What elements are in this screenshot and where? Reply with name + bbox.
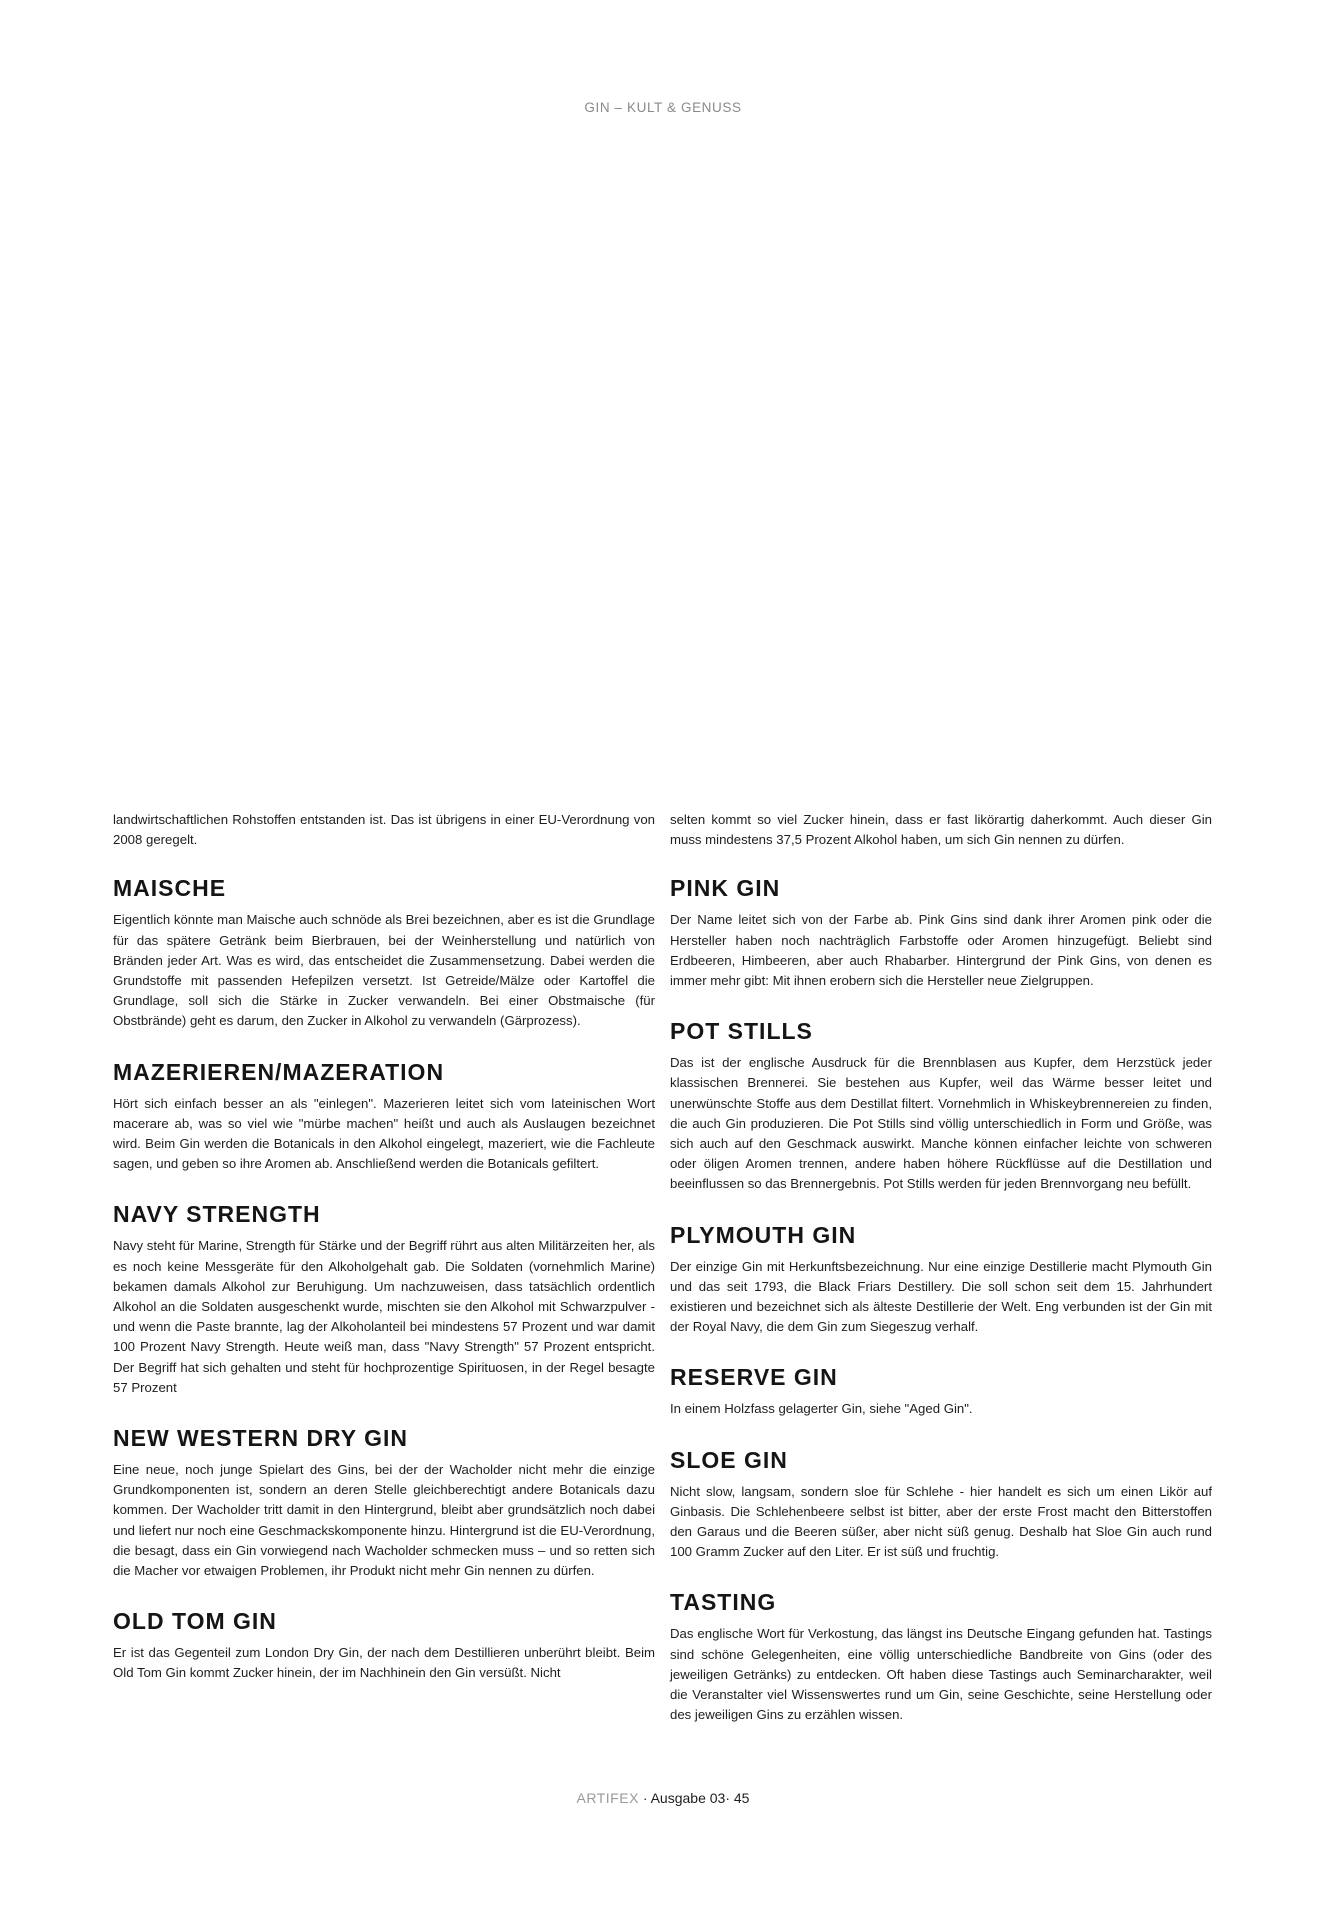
section-text: Navy steht für Marine, Strength für Stärke und der Begriff rührt aus alten Militärzeiten her, als es noch keine Messgeräte für den Alkoholgehalt gab. Die Soldaten (vornehmlich Marine) bekamen damals Alkohol zur Beruhigung. Um nachzuweisen, dass tatsächlich ordentlich Alkohol an die Soldaten ausgeschenkt wurde, mischten sie den Alkohol mit Schwarzpulver - und wenn die Paste brannte, lag der Alkoholanteil bei mindestens 57 Prozent und war damit 100 Prozent Navy Strength. Heute weiß man, dass "Navy Strength" 57 Prozent entspricht. Der Begriff hat sich gehalten und steht für hochprozentige Spirituosen, in der Regel besagte 57 Prozent [113, 1238, 655, 1395]
section-text: Hört sich einfach besser an als "einlegen". Mazerieren leitet sich vom lateinischen Wort macerare ab, was so viel wie "mürbe machen" heißt und auch als Auslaugen bezeichnet wird. Beim Gin werden die Botanicals in den Alkohol eingelegt, mazeriert, wie die Fachleute sagen, und geben so ihre Aromen ab. Anschließend werden die Botanicals gefiltert. [113, 1095, 655, 1172]
section-heading: RESERVE GIN [670, 1364, 838, 1391]
section-mazerieren [113, 1058, 655, 1175]
section-text: Der Name leitet sich von der Farbe ab. Pink Gins sind dank ihrer Aromen pink oder die Hersteller haben noch nachträglich Farbstoffe oder Aromen hinzugefügt. Beliebt sind Erdbeeren, Himbeeren, aber auch Rhabarber. Hintergrund der Pink Gins, von denen es immer mehr gibt: Mit ihnen erobern sich die Hersteller neue Zielgruppen. [670, 912, 1212, 989]
section-sloe-gin [670, 1446, 1212, 1563]
section-new-western-dry-gin [113, 1424, 655, 1581]
section-heading: SLOE GIN [670, 1446, 788, 1473]
section-heading: TASTING [670, 1589, 777, 1616]
section-heading: POT STILLS [670, 1018, 813, 1045]
section-text: Nicht slow, langsam, sondern sloe für Schlehe - hier handelt es sich um einen Likör auf Ginbasis. Die Schlehenbeere selbst ist bitter, aber der erste Frost macht den Bitterstoffen den Garaus und die Beeren süßer, aber nicht süß genug. Deshalb hat Sloe Gin auch rund 100 Gramm Zucker auf den Liter. Er ist süß und fruchtig. [670, 1483, 1212, 1560]
section-text: Eigentlich könnte man Maische auch schnöde als Brei bezeichnen, aber es ist die Grundlage für das spätere Getränk beim Bierbrauen, bei der Weinherstellung und natürlich von Bränden jeder Art. Was es wird, das entscheidet die Zusammensetzung. Dabei werden die Grundstoffe mit passenden Hefepilzen versetzt. Ist Getreide/Mälze oder Kartoffel die Grundlage, soll sich die Stärke in Zucker verwandeln. Bei einer Obstmaische (für Obstbrände) geht es darum, den Zucker in Alkohol zu verwandeln (Gärprozess). [113, 912, 655, 1029]
section-navy-strength [113, 1200, 655, 1398]
running-header: GIN – KULT & GENUSS [584, 100, 742, 115]
section-heading: PLYMOUTH GIN [670, 1221, 857, 1248]
section-text: Das englische Wort für Verkostung, das längst ins Deutsche Eingang gefunden hat. Tastings sind schöne Gelegenheiten, eine völlig unterschiedliche Bandbreite von Gins (oder des jeweiligen Getränks) zu entdecken. Oft haben diese Tastings auch Seminarcharakter, weil die Veranstalter viel Wissenswertes rund um Gin, seine Geschichte, seine Herstellung oder des jeweiligen Gins zu erzählen wissen. [670, 1626, 1212, 1723]
section-pink-gin [670, 874, 1212, 991]
section-heading: PINK GIN [670, 875, 781, 902]
section-text: Das ist der englische Ausdruck für die Brennblasen aus Kupfer, dem Herzstück jeder klassischen Brennerei. Sie bestehen aus Kupfer, weil das Wärme besser leitet und unerwünschte Stoffe aus dem Destillat filtert. Vornehmlich in Whiskeybrennereien zu finden, die auch Gin produzieren. Die Pot Stills sind völlig unterschiedlich in Form und Größe, was sich auch auf den Geschmack auswirkt. Manche können einfacher leichte von schweren oder öligen Aromen trennen, andere haben höhere Rückflüsse auf die Destillation und beeinflussen so das Brennergebnis. Pot Stills werden für jeden Brennvorgang neu befüllt. [670, 1055, 1212, 1192]
section-reserve-gin [670, 1363, 1212, 1419]
section-old-tom-gin [113, 1607, 655, 1683]
section-tasting [670, 1588, 1212, 1725]
issue-page-number: · Ausgabe 03· 45 [642, 1790, 750, 1806]
left-intro-paragraph: landwirtschaftlichen Rohstoffen entstanden ist. Das ist übrigens in einer EU-Verordnung von 2008 geregelt. [113, 812, 655, 848]
section-maische [113, 874, 655, 1031]
right-column [670, 810, 1212, 1725]
section-pot-stills [670, 1017, 1212, 1194]
section-heading: MAISCHE [113, 875, 227, 902]
section-text: Der einzige Gin mit Herkunftsbezeichnung. Nur eine einzige Destillerie macht Plymouth Gin und das seit 1793, die Black Friars Destillery. Die soll schon seit dem 15. Jahrhundert existieren und bezeichnet sich als älteste Destillerie der Welt. Eng verbunden ist der Gin mit der Royal Navy, die dem Gin zum Siegeszug verhalf. [670, 1258, 1212, 1335]
section-text: Eine neue, noch junge Spielart des Gins, bei der der Wacholder nicht mehr die einzige Grundkomponenten ist, sondern an deren Stelle gleichberechtigt andere Botanicals dazu kommen. Der Wacholder tritt damit in den Hintergrund, bleibt aber grundsätzlich noch dabei und liefert nur noch eine Geschmackskomponente hinzu. Hintergrund ist die EU-Verordnung, die besagt, dass ein Gin vorwiegend nach Wacholder schmecken muss – und so retten sich die Macher vor etwaigen Problemen, ihr Produkt nicht mehr Gin nennen zu dürfen. [113, 1462, 655, 1579]
section-heading: NEW WESTERN DRY GIN [113, 1425, 409, 1452]
section-text: In einem Holzfass gelagerter Gin, siehe "Aged Gin". [670, 1401, 973, 1417]
section-heading: MAZERIEREN/MAZERATION [113, 1058, 445, 1085]
right-intro-paragraph: selten kommt so viel Zucker hinein, dass er fast likörartig daherkommt. Auch dieser Gin muss mindestens 37,5 Prozent Alkohol haben, um sich Gin nennen zu dürfen. [670, 812, 1212, 848]
section-plymouth-gin [670, 1221, 1212, 1338]
page-footer [0, 1790, 1326, 1806]
left-column [113, 810, 655, 1684]
section-heading: OLD TOM GIN [113, 1608, 277, 1635]
magazine-brand: ARTIFEX [576, 1790, 639, 1806]
section-heading: NAVY STRENGTH [113, 1201, 321, 1228]
section-text: Er ist das Gegenteil zum London Dry Gin, der nach dem Destillieren unberührt bleibt. Beim Old Tom Gin kommt Zucker hinein, der im Nachhinein den Gin versüßt. Nicht [113, 1645, 655, 1681]
